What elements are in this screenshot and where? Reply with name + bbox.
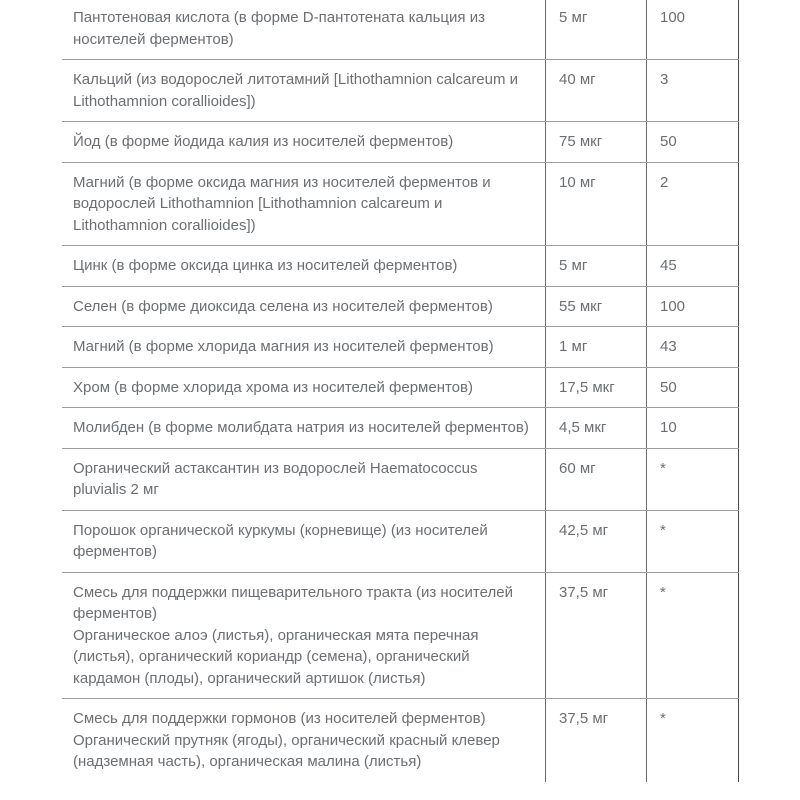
amount-cell: 40 мг (545, 60, 646, 121)
amount-cell: 37,5 мг (545, 573, 646, 699)
ingredient-name: Органический астаксантин из водорослей Haematococcus pluvialis 2 мг (73, 459, 478, 498)
amount-cell: 17,5 мкг (545, 368, 646, 408)
table-row (62, 448, 739, 510)
ingredient-name: Хром (в форме хлорида хрома из носителей ферментов) (73, 378, 473, 396)
amount-cell: 42,5 мг (545, 511, 646, 572)
supplement-facts-table (62, 0, 739, 782)
ingredient-name: Йод (в форме йодида калия из носителей ферментов) (73, 133, 454, 150)
ingredient-name: Кальций (из водорослей литотамний [Lithothamnion calcareum и Lithothamnion corallioides]) (73, 71, 519, 110)
table-row (62, 510, 739, 572)
ingredient-cell (62, 511, 545, 572)
table-row (62, 0, 739, 59)
percent-cell: 50 (646, 368, 739, 408)
table-row (62, 367, 739, 408)
ingredient-name: Цинк (в форме оксида цинка из носителей ферментов) (73, 257, 458, 274)
amount-cell: 55 мкг (545, 287, 646, 327)
table-row (62, 326, 739, 367)
ingredient-name: Магний (в форме оксида магния из носителей ферментов и водорослей Lithothamnion [Lithothamnion calcareum и Lithothamnion corallioides]) (73, 173, 491, 234)
table-row (62, 286, 739, 327)
percent-cell: * (646, 573, 739, 699)
amount-cell: 4,5 мкг (545, 408, 646, 448)
amount-cell: 75 мкг (545, 122, 646, 162)
ingredient-cell (62, 368, 545, 408)
ingredient-name: Порошок органической куркумы (корневище) (из носителей ферментов) (73, 521, 488, 560)
percent-cell: * (646, 511, 739, 572)
ingredient-name: Смесь для поддержки гормонов (из носителей ферментов) (73, 710, 486, 727)
ingredient-name: Магний (в форме хлорида магния из носителей ферментов) (73, 338, 494, 355)
percent-cell: 100 (646, 0, 739, 59)
ingredient-cell (62, 573, 545, 699)
table-row (62, 407, 739, 448)
ingredient-cell (62, 163, 545, 246)
ingredient-cell (62, 449, 545, 510)
percent-cell: 43 (646, 327, 739, 367)
percent-cell: 100 (646, 287, 739, 327)
percent-cell: 2 (646, 163, 739, 246)
ingredient-cell (62, 0, 545, 59)
percent-cell: 10 (646, 408, 739, 448)
ingredient-cell (62, 246, 545, 286)
ingredient-name: Селен (в форме диоксида селена из носителей ферментов) (73, 297, 493, 315)
table-row (62, 698, 739, 782)
ingredient-name: Пантотеновая кислота (в форме D-пантотената кальция из носителей ферментов) (73, 9, 485, 48)
percent-cell: 45 (646, 246, 739, 286)
ingredient-cell (62, 122, 545, 162)
amount-cell: 5 мг (545, 0, 646, 59)
ingredient-cell (62, 699, 545, 782)
ingredient-cell (62, 408, 545, 448)
table-row (62, 121, 739, 162)
percent-cell: 3 (646, 60, 739, 121)
ingredient-details: Органическое алоэ (листья), органическая мята перечная (листья), органический кориандр (семена), органический кардамон (плоды), органический артишок (листья) (73, 626, 479, 687)
table-row (62, 59, 739, 121)
percent-cell: * (646, 699, 739, 782)
ingredient-details: Органический прутняк (ягоды), органический красный клевер (надземная часть), органическая малина (листья) (73, 731, 500, 770)
amount-cell: 60 мг (545, 449, 646, 510)
table-row (62, 245, 739, 286)
percent-cell: * (646, 449, 739, 510)
amount-cell: 10 мг (545, 163, 646, 246)
ingredient-name: Молибден (в форме молибдата натрия из носителей ферментов) (73, 419, 529, 436)
ingredient-cell (62, 327, 545, 367)
table-row (62, 572, 739, 699)
ingredient-name: Смесь для поддержки пищеварительного тракта (из носителей ферментов) (73, 583, 513, 622)
amount-cell: 1 мг (545, 327, 646, 367)
table-row (62, 162, 739, 246)
percent-cell: 50 (646, 122, 739, 162)
amount-cell: 37,5 мг (545, 699, 646, 782)
ingredient-cell (62, 287, 545, 327)
amount-cell: 5 мг (545, 246, 646, 286)
ingredient-cell (62, 60, 545, 121)
